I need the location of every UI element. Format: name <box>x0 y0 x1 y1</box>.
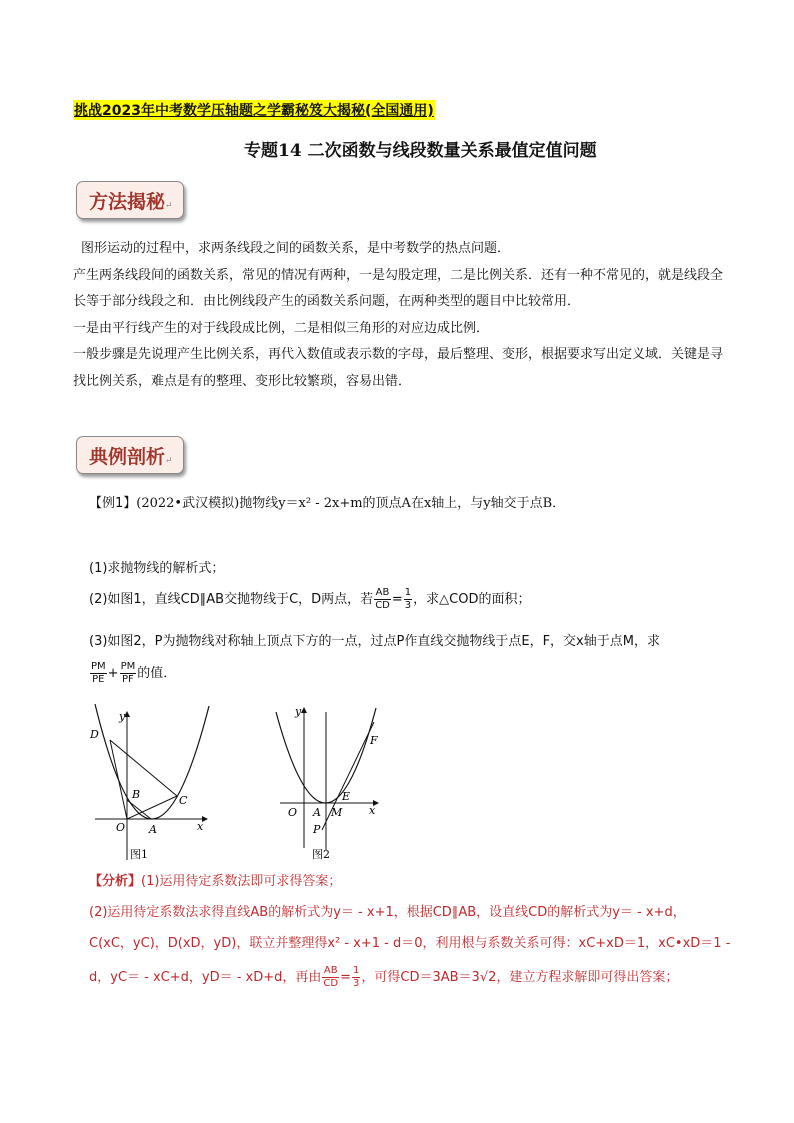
fraction-numerator: 1 <box>404 587 412 598</box>
fraction-denominator: PE <box>92 674 105 685</box>
fraction-ab-cd <box>322 965 339 990</box>
analysis-line-2: (2)运用待定系数法求得直线AB的解析式为y＝ - x+1，根据CD∥AB，设直线CD的解析式为y＝ - x+d， <box>89 905 686 920</box>
parabola <box>95 704 209 819</box>
method-paragraph: 图形运动的过程中，求两条线段之间的函数关系，是中考数学的热点问题． <box>81 241 511 256</box>
fraction-ab-cd <box>374 587 391 612</box>
fraction-numerator: AB <box>375 587 390 598</box>
fraction-numerator: 1 <box>353 965 360 976</box>
analysis-line-3: C(xC，yC)，D(xD，yD)，联立并整理得x² - x+1 - d＝0，利用根与系数关系可得：xC+xD＝1，xC•xD＝1 - <box>89 936 731 951</box>
analysis-text: (1)运用待定系数法即可求得答案； <box>141 874 342 889</box>
example-heading-label: 典例剖析 <box>89 446 166 468</box>
question-3-part-b: 的值． <box>137 666 177 681</box>
fraction-pm-pf <box>120 661 137 686</box>
label-o: O <box>116 821 126 834</box>
method-text <box>73 236 728 395</box>
analysis-line-4-part-b: ，可得CD＝3AB＝3√2，建立方程求解即可得出答案； <box>361 970 679 985</box>
question-3: (3)如图2，P为抛物线对称轴上顶点下方的一点，过点P作直线交抛物线于点E，F，交x轴于点M，求 <box>89 634 660 649</box>
method-heading-label: 方法揭秘 <box>89 191 166 213</box>
label-o: O <box>288 806 298 819</box>
fraction-denominator: 3 <box>353 978 360 989</box>
analysis-line-4 <box>89 964 678 992</box>
example-question: 抛物线y＝x² - 2x+m的顶点A在x轴上，与y轴交于点B． <box>239 496 566 511</box>
fraction-denominator: 3 <box>404 600 412 611</box>
figure-2-caption: 图2 <box>312 848 330 861</box>
example-label: 【例1】 <box>89 496 137 511</box>
line-pf <box>322 722 374 830</box>
question-3-continued <box>89 660 176 688</box>
label-x: x <box>197 820 204 833</box>
example-heading <box>76 436 184 474</box>
analysis-label: 【分析】 <box>89 874 142 889</box>
label-p: P <box>313 823 321 836</box>
fraction-denominator: CD <box>375 600 390 611</box>
analysis-line-4-part-a: d，yC＝ - xC+d，yD＝ - xD+d，再由 <box>89 970 322 985</box>
figure-1-caption: 图1 <box>130 848 148 861</box>
example-stem <box>89 490 565 518</box>
label-f: F <box>370 734 378 747</box>
fraction-numerator: PM <box>91 661 106 672</box>
label-e: E <box>342 790 351 803</box>
equals-sign: = <box>391 592 403 607</box>
fraction-numerator: PM <box>120 661 136 672</box>
equals-sign: = <box>340 970 351 985</box>
method-heading <box>76 181 184 219</box>
question-1: (1)求抛物线的解析式； <box>89 561 225 576</box>
question-2-part-b: ，求△COD的面积； <box>413 592 531 607</box>
analysis-line-1 <box>89 868 341 896</box>
method-paragraph: 产生两条线段间的函数关系，常见的情况有两种，一是勾股定理，二是比例关系．还有一种不常见的，就是线段全长等于部分线段之和．由比例线段产生的函数关系问题，在两种类型的题目中比较常用． <box>73 267 724 309</box>
figure-1 <box>85 700 225 865</box>
label-a: A <box>149 823 157 836</box>
paragraph-mark-icon: ↵ <box>165 456 173 466</box>
fraction-pm-pe <box>90 661 107 686</box>
fraction-one-third <box>404 587 412 612</box>
label-m: M <box>331 806 343 819</box>
example-source: (2022•武汉模拟) <box>136 496 240 511</box>
question-2-part-a: (2)如图1，直线CD∥AB交抛物线于C，D两点，若 <box>89 592 374 607</box>
label-x: x <box>369 804 376 817</box>
method-paragraph: 一般步骤是先说理产生比例关系，再代入数值或表示数的字母，最后整理、变形，根据要求写出定义域．关键是寻找比例关系，难点是有的整理、变形比较繁琐，容易出错． <box>73 347 724 389</box>
fraction-numerator: AB <box>323 965 338 976</box>
label-a: A <box>313 806 321 819</box>
label-y: y <box>119 710 126 723</box>
series-banner: 挑战2023年中考数学压轴题之学霸秘笈大揭秘(全国通用) <box>73 100 435 120</box>
figure-2 <box>268 700 398 865</box>
question-2 <box>89 586 530 614</box>
page-title: 专题14 二次函数与线段数量关系最值定值问题 <box>244 141 597 161</box>
fraction-one-third <box>352 965 360 990</box>
label-c: C <box>179 794 188 807</box>
label-d: D <box>90 728 99 741</box>
fraction-denominator: PF <box>122 674 134 685</box>
method-paragraph: 一是由平行线产生的对于线段成比例，二是相似三角形的对应边成比例． <box>73 320 490 336</box>
fraction-denominator: CD <box>323 978 339 989</box>
label-y: y <box>295 705 302 718</box>
plus-sign: + <box>107 666 119 681</box>
paragraph-mark-icon: ↵ <box>165 201 173 211</box>
label-b: B <box>132 788 141 801</box>
